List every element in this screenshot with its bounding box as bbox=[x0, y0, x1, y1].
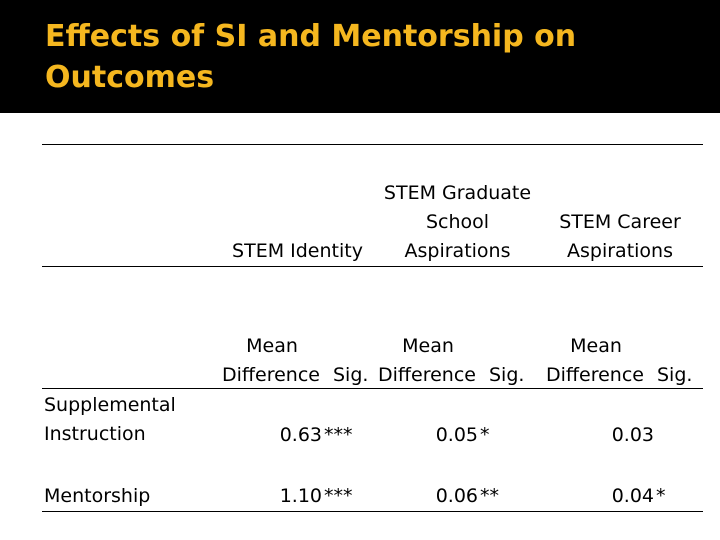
row-label-supplemental-instruction: Supplemental Instruction bbox=[44, 394, 176, 445]
cell-mentorship-career-mean-difference: 0.04 bbox=[611, 485, 654, 507]
subheader-mean-2: Mean bbox=[402, 335, 454, 357]
cell-si-career-mean-difference: 0.03 bbox=[611, 424, 654, 446]
header-rule bbox=[42, 266, 703, 267]
subheader-mean-1: Mean bbox=[246, 335, 298, 357]
cell-mentorship-identity-mean-difference: 1.10 bbox=[279, 485, 322, 507]
cell-si-identity-mean-difference: 0.63 bbox=[279, 424, 322, 446]
cell-si-graduate-sig: * bbox=[480, 424, 490, 446]
subheader-difference-2: Difference bbox=[378, 364, 476, 386]
subheader-mean-3: Mean bbox=[570, 335, 622, 357]
subheader-difference-1: Difference bbox=[222, 364, 320, 386]
cell-si-graduate-mean-difference: 0.05 bbox=[435, 424, 478, 446]
table-top-rule bbox=[42, 144, 703, 145]
cell-mentorship-graduate-sig: ** bbox=[480, 485, 499, 507]
subheader-difference-3: Difference bbox=[546, 364, 644, 386]
column-header-stem-identity: STEM Identity bbox=[232, 240, 363, 262]
column-header-stem-graduate-school-aspirations: STEM Graduate School Aspirations bbox=[383, 182, 532, 262]
slide-title: Effects of SI and Mentorship on Outcomes bbox=[45, 19, 577, 95]
subheader-sig-3: Sig. bbox=[657, 364, 693, 386]
cell-si-identity-sig: *** bbox=[324, 424, 353, 446]
row-label-mentorship: Mentorship bbox=[44, 485, 151, 507]
cell-mentorship-identity-sig: *** bbox=[324, 485, 353, 507]
cell-mentorship-career-sig: * bbox=[656, 485, 666, 507]
cell-mentorship-graduate-mean-difference: 0.06 bbox=[435, 485, 478, 507]
column-header-stem-career-aspirations: STEM Career Aspirations bbox=[559, 211, 681, 262]
table-bottom-rule bbox=[42, 511, 703, 512]
subheader-sig-1: Sig. bbox=[333, 364, 369, 386]
subheader-sig-2: Sig. bbox=[489, 364, 525, 386]
